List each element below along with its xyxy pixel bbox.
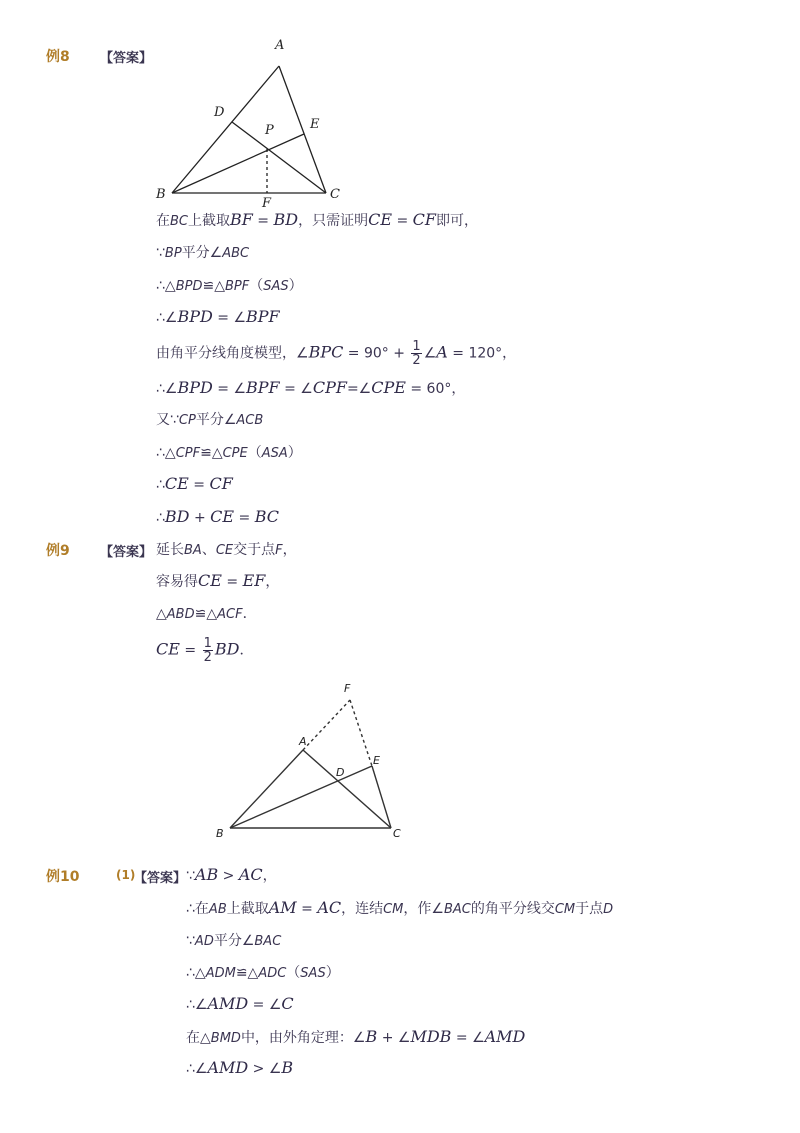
example-9-answer-tag: 【答案】 — [100, 545, 153, 560]
point-A-label: A — [299, 735, 307, 748]
example-10-line-3: ∵AD平分∠BAC — [186, 933, 282, 949]
example-8-line-6: ∴∠BPD = ∠BPF = ∠CPF=∠CPE = 60°， — [156, 378, 466, 397]
point-D-label: D — [336, 766, 345, 779]
example-9-triangle-figure — [210, 678, 430, 848]
example-9-line-1: 延长BA、CE交于点F， — [156, 542, 297, 558]
point-C-label: C — [393, 827, 401, 840]
point-A-label: A — [275, 38, 285, 53]
example-8-line-5: 由角平分线角度模型，∠BPC = 90° + $\frac{1}{2}$ ∠A = 120°， — [156, 339, 517, 368]
point-E-label: E — [373, 754, 380, 767]
example-8-line-10: ∴BD + CE = BC — [156, 507, 280, 526]
point-F-label: F — [262, 196, 272, 210]
point-E-label: E — [310, 117, 320, 132]
example-8-line-9: ∴CE = CF — [156, 474, 233, 493]
example-10-line-4: ∴△ADM≌△ADC（SAS） — [186, 965, 340, 981]
example-10-part: (1) — [116, 868, 136, 882]
point-B-label: B — [216, 827, 224, 840]
example-9-line-2: 容易得CE = EF， — [156, 571, 280, 590]
example-10-answer-tag: 【答案】 — [134, 871, 187, 886]
example-9-line-3: △ABD≌△ACF． — [156, 606, 257, 622]
example-8-line-4: ∴∠BPD = ∠BPF — [156, 307, 280, 326]
example-10-label: 例10 — [46, 869, 80, 885]
example-8-line-3: ∴△BPD≌△BPF（SAS） — [156, 278, 303, 294]
example-8-line-8: ∴△CPF≌△CPE（ASA） — [156, 445, 302, 461]
example-8-line-1: 在BC上截取BF = BD，只需证明CE = CF即可， — [156, 210, 478, 229]
example-10-line-1: ∵AB > AC， — [186, 865, 277, 884]
example-10-line-6: 在△BMD中，由外角定理：∠B + ∠MDB = ∠AMD — [186, 1027, 526, 1046]
example-10-line-7: ∴∠AMD > ∠B — [186, 1058, 294, 1077]
point-P-label: P — [265, 123, 274, 138]
example-10-line-5: ∴∠AMD = ∠C — [186, 994, 294, 1013]
point-F-label: F — [344, 682, 351, 695]
point-D-label: D — [214, 105, 225, 120]
example-8-line-2: ∵BP平分∠ABC — [156, 245, 250, 261]
example-8-triangle-figure — [150, 30, 350, 210]
point-C-label: C — [330, 187, 340, 202]
example-8-answer-tag: 【答案】 — [100, 51, 153, 66]
example-10-line-2: ∴在AB上截取AM = AC，连结CM，作∠BAC的角平分线交CM于点D — [186, 898, 614, 917]
example-9-label: 例9 — [46, 543, 70, 559]
example-9-line-4: CE = $\frac{1}{2}$ BD． — [156, 636, 254, 665]
example-8-line-7: 又∵CP平分∠ACB — [156, 412, 264, 428]
point-B-label: B — [156, 187, 166, 202]
example-8-label: 例8 — [46, 49, 70, 65]
